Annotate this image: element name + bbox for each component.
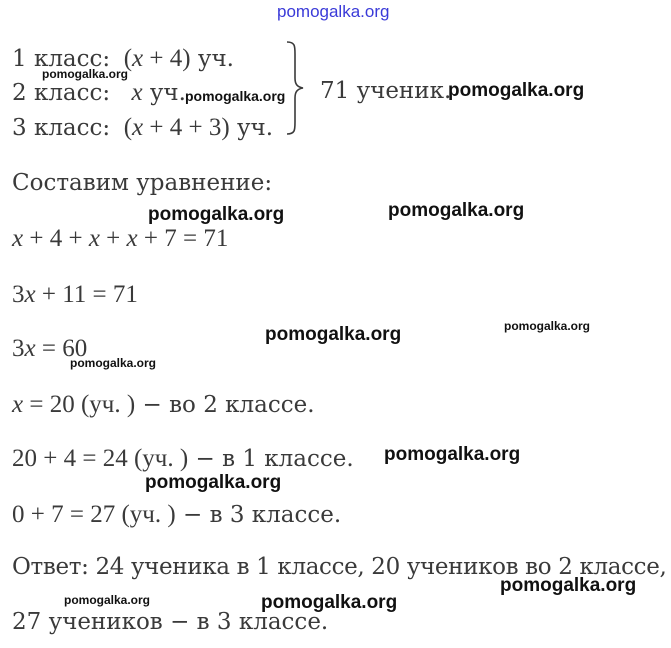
equation-2: 3x + 11 = 71: [12, 281, 138, 308]
answer-line-2: 27 учеников − в 3 классе.: [12, 609, 329, 635]
watermark: pomogalka.org: [388, 200, 525, 221]
equation-1: x + 4 + x + x + 7 = 71: [12, 225, 229, 252]
equation-5: 20 + 4 = 24 (уч. ) − в 1 классе.: [12, 445, 354, 472]
condition-class-3: [12, 115, 273, 140]
class-1-label: 1 класс:: [12, 46, 111, 72]
watermark: pomogalka.org: [148, 204, 285, 225]
compose-equation-text: Составим уравнение:: [12, 170, 273, 196]
watermark: pomogalka.org: [500, 575, 637, 596]
class-2-label: 2 класс:: [12, 80, 111, 106]
total-students: 71 ученик.: [320, 78, 452, 104]
class-3-label: 3 класс:: [12, 115, 111, 141]
class-1-expr: (x + 4): [123, 45, 191, 72]
class-3-unit: уч.: [237, 115, 274, 141]
watermark: pomogalka.org: [185, 88, 286, 104]
class-2-unit: уч.: [149, 80, 186, 106]
watermark: pomogalka.org: [42, 67, 129, 81]
watermark: pomogalka.org: [70, 356, 157, 370]
answer-line-1: Ответ: 24 ученика в 1 классе, 20 учеников во 2 классе,: [12, 554, 667, 580]
equation-4: x = 20 (уч. ) − во 2 классе.: [12, 391, 315, 418]
watermark: pomogalka.org: [145, 472, 282, 493]
header-watermark: pomogalka.org: [277, 2, 390, 21]
class-2-var: x: [131, 79, 143, 106]
watermark: pomogalka.org: [261, 592, 398, 613]
watermark: pomogalka.org: [265, 324, 402, 345]
watermark: pomogalka.org: [64, 593, 151, 607]
right-brace-icon: [283, 40, 307, 136]
equation-6: 0 + 7 = 27 (уч. ) − в 3 классе.: [12, 501, 342, 528]
watermark: pomogalka.org: [448, 80, 585, 101]
condition-class-2: [12, 80, 186, 105]
class-1-unit: уч.: [197, 46, 234, 72]
watermark: pomogalka.org: [504, 319, 591, 333]
watermark: pomogalka.org: [384, 444, 521, 465]
equation-3: 3x = 60: [12, 335, 88, 362]
class-3-expr: (x + 4 + 3): [123, 114, 230, 141]
